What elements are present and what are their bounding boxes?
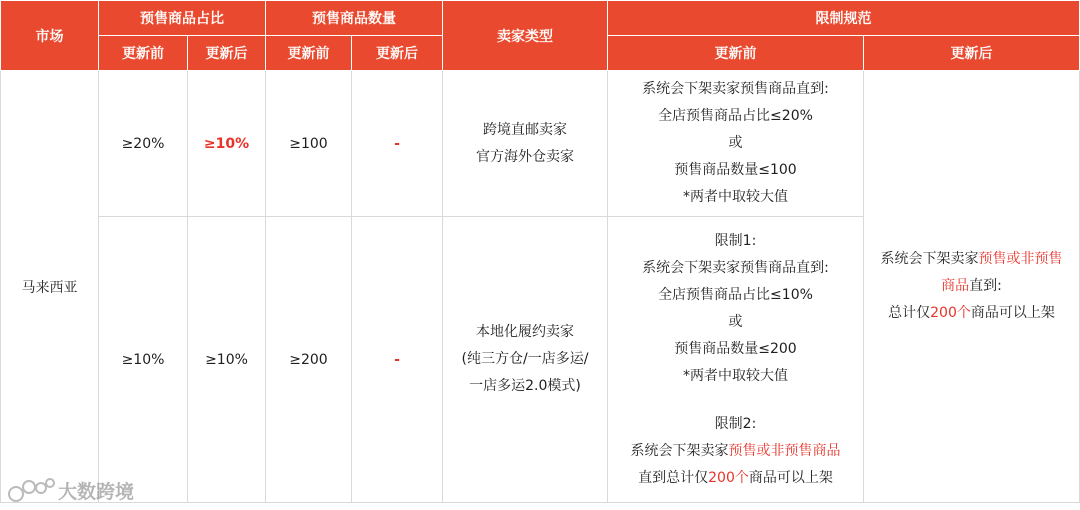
ratio-after-cell: ≥10% bbox=[188, 71, 266, 217]
restriction-after-line-1 bbox=[868, 246, 1075, 273]
seller-type-line: 官方海外仓卖家 bbox=[476, 148, 574, 165]
restriction-line: 预售商品数量≤100 bbox=[674, 162, 797, 178]
restriction-after-text: 商品可以上架 bbox=[970, 305, 1055, 321]
restriction-line: 或 bbox=[728, 135, 743, 151]
restriction-line: 系统会下架卖家预售商品直到: bbox=[642, 259, 829, 276]
seller-type-line: 本地化履约卖家 bbox=[476, 324, 574, 340]
restriction-text: 商品可以上架 bbox=[748, 469, 833, 486]
seller-type-line: 一店多运2.0模式) bbox=[469, 378, 581, 394]
restriction-after-text: 直到: bbox=[969, 278, 1002, 294]
restriction-after-text: 系统会下架卖家 bbox=[880, 251, 979, 267]
ratio-before-cell: ≥20% bbox=[99, 71, 188, 217]
header-ratio-before: 更新前 bbox=[99, 36, 188, 71]
limit2-line-2 bbox=[612, 465, 859, 492]
header-seller-type: 卖家类型 bbox=[443, 1, 608, 71]
restriction-line: 全店预售商品占比≤20% bbox=[658, 108, 813, 124]
restriction-line: *两者中取较大值 bbox=[683, 189, 788, 205]
restriction-line: *两者中取较大值 bbox=[683, 367, 788, 384]
header-market: 市场 bbox=[1, 1, 99, 71]
restriction-after-highlight: 200个 bbox=[930, 305, 971, 321]
count-before-cell: ≥200 bbox=[266, 217, 352, 503]
restriction-before-cell bbox=[608, 71, 864, 217]
ratio-before-cell: ≥10% bbox=[99, 217, 188, 503]
limit2-title: 限制2: bbox=[714, 415, 757, 432]
market-cell: 马来西亚 bbox=[1, 71, 99, 503]
restriction-after-line-3 bbox=[868, 300, 1075, 327]
watermark-text: 大数跨境 bbox=[58, 481, 135, 503]
count-before-cell: ≥100 bbox=[266, 71, 352, 217]
header-presale-count: 预售商品数量 bbox=[266, 1, 443, 36]
table-row bbox=[1, 71, 1080, 217]
header-restriction: 限制规范 bbox=[608, 1, 1080, 36]
seller-type-cell bbox=[443, 71, 608, 217]
restriction-line: 或 bbox=[728, 313, 743, 330]
restriction-text: 直到总计仅 bbox=[638, 469, 709, 486]
header-restriction-after: 更新后 bbox=[864, 36, 1080, 71]
restriction-after-line-2 bbox=[868, 273, 1075, 300]
header-presale-ratio: 预售商品占比 bbox=[99, 1, 266, 36]
restriction-line: 预售商品数量≤200 bbox=[674, 340, 797, 357]
header-count-before: 更新前 bbox=[266, 36, 352, 71]
seller-type-line: (纯三方仓/一店多运/ bbox=[461, 351, 589, 367]
count-after-cell: - bbox=[352, 71, 443, 217]
header-ratio-after: 更新后 bbox=[188, 36, 266, 71]
count-after-cell: - bbox=[352, 217, 443, 503]
restriction-after-cell bbox=[864, 71, 1080, 503]
seller-type-cell bbox=[443, 217, 608, 503]
spacer bbox=[612, 390, 859, 411]
limit1-title: 限制1: bbox=[714, 232, 757, 249]
restriction-after-text: 总计仅 bbox=[888, 305, 931, 321]
restriction-after-highlight: 预售或非预售 bbox=[978, 251, 1063, 267]
ratio-after-cell: ≥10% bbox=[188, 217, 266, 503]
restriction-highlight: 预售或非预售商品 bbox=[728, 442, 841, 459]
restriction-line: 系统会下架卖家预售商品直到: bbox=[642, 81, 829, 97]
header-restriction-before: 更新前 bbox=[608, 36, 864, 71]
limit2-line-1 bbox=[612, 438, 859, 465]
restriction-text: 系统会下架卖家 bbox=[630, 442, 729, 459]
header-count-after: 更新后 bbox=[352, 36, 443, 71]
restriction-line: 全店预售商品占比≤10% bbox=[658, 286, 813, 303]
restriction-highlight: 200个 bbox=[708, 469, 749, 486]
restriction-before-cell bbox=[608, 217, 864, 503]
header-row-1 bbox=[1, 1, 1080, 36]
seller-type-line: 跨境直邮卖家 bbox=[483, 121, 567, 138]
restriction-after-highlight: 商品 bbox=[941, 278, 970, 294]
